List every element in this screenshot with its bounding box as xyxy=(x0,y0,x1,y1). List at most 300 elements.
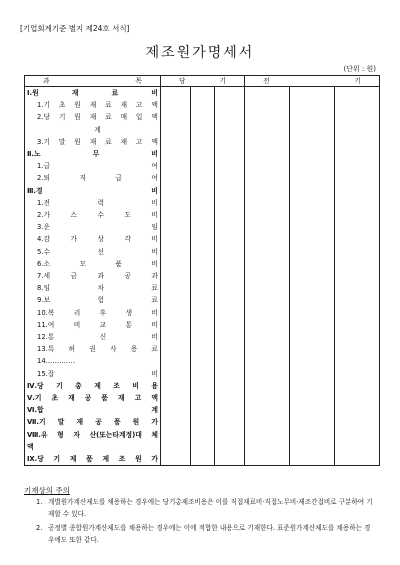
prior-period-cell[interactable] xyxy=(335,246,380,258)
prior-period-cell[interactable] xyxy=(335,172,380,184)
row-label-part: 11.여 xyxy=(37,320,55,329)
prior-period-cell[interactable] xyxy=(335,197,380,209)
current-period-cell[interactable] xyxy=(215,270,245,282)
table-row xyxy=(25,319,380,331)
current-period-cell[interactable] xyxy=(215,392,245,404)
prior-period-cell[interactable] xyxy=(290,246,335,258)
row-label-part: 스 xyxy=(70,211,78,220)
prior-period-cell[interactable] xyxy=(290,99,335,111)
current-period-cell[interactable] xyxy=(191,136,215,148)
prior-period-cell[interactable] xyxy=(245,307,290,319)
prior-period-cell[interactable] xyxy=(290,392,335,404)
current-period-cell[interactable] xyxy=(161,416,191,428)
current-period-cell[interactable] xyxy=(191,111,215,123)
current-period-cell[interactable] xyxy=(191,307,215,319)
row-label-part: 원 xyxy=(135,455,142,464)
row-label-part: 품 xyxy=(113,418,121,427)
table-row xyxy=(25,453,380,466)
prior-period-cell[interactable] xyxy=(245,404,290,416)
current-period-cell[interactable] xyxy=(191,453,215,466)
current-period-cell[interactable] xyxy=(161,124,191,136)
row-label xyxy=(25,233,160,245)
unit-label: (단위 : 원) xyxy=(343,65,376,73)
row-label-part: 비 xyxy=(151,308,158,317)
current-period-cell[interactable] xyxy=(161,233,191,245)
current-period-cell[interactable] xyxy=(191,172,215,184)
current-period-cell[interactable] xyxy=(215,441,245,453)
row-label xyxy=(25,185,160,197)
table-body xyxy=(25,76,380,466)
row-label-part: 비 xyxy=(151,211,158,220)
row-label-part: 무 xyxy=(92,150,100,159)
notes-title: 기재상의 주의 xyxy=(24,486,70,495)
current-period-cell[interactable] xyxy=(191,429,215,441)
row-label xyxy=(25,404,160,416)
current-period-cell[interactable] xyxy=(191,416,215,428)
prior-period-cell[interactable] xyxy=(245,270,290,282)
prior-period-cell[interactable] xyxy=(335,307,380,319)
current-period-cell[interactable] xyxy=(215,233,245,245)
prior-period-cell[interactable] xyxy=(335,331,380,343)
row-label-part: 기 xyxy=(58,113,66,122)
current-period-cell[interactable] xyxy=(215,99,245,111)
current-period-cell[interactable] xyxy=(215,111,245,123)
current-period-cell[interactable] xyxy=(161,160,191,172)
current-period-cell[interactable] xyxy=(191,282,215,294)
current-period-cell[interactable] xyxy=(161,185,191,197)
table-row xyxy=(25,416,380,428)
row-label-part: 산(또는타계정)대 xyxy=(89,430,142,439)
prior-period-cell[interactable] xyxy=(290,343,335,355)
row-label-part: 재 xyxy=(68,394,75,403)
row-label-part: 가 xyxy=(70,235,78,244)
row-label-part: 3.기 xyxy=(37,137,51,146)
row-label-part: 형 xyxy=(57,430,64,439)
current-period-cell[interactable] xyxy=(161,429,191,441)
row-label-part: 신 xyxy=(99,333,107,342)
row-label-part: 사 xyxy=(109,345,117,354)
row-label xyxy=(25,441,160,453)
table-row xyxy=(25,380,380,392)
row-label-cell xyxy=(25,416,161,428)
row-label-cell xyxy=(25,160,161,172)
row-label-part: 료 xyxy=(105,113,112,122)
row-label-part: 공 xyxy=(84,394,92,403)
prior-period-cell[interactable] xyxy=(245,197,290,209)
table-row xyxy=(25,197,380,209)
prior-period-cell[interactable] xyxy=(335,294,380,306)
current-period-cell[interactable] xyxy=(215,124,245,136)
current-period-cell[interactable] xyxy=(215,343,245,355)
prior-period-cell[interactable] xyxy=(245,221,290,233)
current-period-cell[interactable] xyxy=(191,392,215,404)
prior-period-cell[interactable] xyxy=(290,453,335,466)
current-period-cell[interactable] xyxy=(161,319,191,331)
prior-period-cell[interactable] xyxy=(245,185,290,197)
row-label-part: 비 xyxy=(151,89,158,97)
current-period-cell[interactable] xyxy=(191,331,215,343)
prior-period-cell[interactable] xyxy=(290,148,335,160)
current-period-cell[interactable] xyxy=(215,172,245,184)
row-label-part: 재 xyxy=(120,101,128,110)
row-label-part: 6.소 xyxy=(37,259,51,268)
prior-period-cell[interactable] xyxy=(290,355,335,367)
row-label-part: 재 xyxy=(76,418,84,427)
current-period-cell[interactable] xyxy=(191,368,215,380)
row-label-part: 허 xyxy=(68,345,76,354)
current-period-cell[interactable] xyxy=(191,380,215,392)
prior-period-cell[interactable] xyxy=(335,368,380,380)
prior-period-cell[interactable] xyxy=(245,355,290,367)
current-period-cell[interactable] xyxy=(161,270,191,282)
current-period-cell[interactable] xyxy=(191,233,215,245)
current-period-cell[interactable] xyxy=(161,404,191,416)
prior-period-cell[interactable] xyxy=(335,258,380,270)
table-row xyxy=(25,331,380,343)
current-period-cell[interactable] xyxy=(161,197,191,209)
current-period-cell[interactable] xyxy=(191,148,215,160)
row-label-part: 력 xyxy=(97,198,105,207)
current-period-cell[interactable] xyxy=(191,160,215,172)
prior-period-cell[interactable] xyxy=(335,233,380,245)
row-label-part: 액 xyxy=(151,101,158,110)
current-period-cell[interactable] xyxy=(215,319,245,331)
current-period-cell[interactable] xyxy=(191,319,215,331)
row-label-part: 료 xyxy=(105,137,112,146)
current-period-cell[interactable] xyxy=(215,404,245,416)
prior-period-cell[interactable] xyxy=(245,331,290,343)
note-number: 2. xyxy=(36,524,43,532)
prior-period-cell[interactable] xyxy=(290,441,335,453)
prior-period-cell[interactable] xyxy=(335,148,380,160)
row-label-part: 조 xyxy=(113,381,120,390)
row-label-part: 과 xyxy=(97,272,105,281)
header-current-part: 기 xyxy=(219,77,226,85)
row-label-part: 비 xyxy=(151,150,158,159)
prior-period-cell[interactable] xyxy=(290,380,335,392)
current-period-cell[interactable] xyxy=(191,294,215,306)
prior-period-cell[interactable] xyxy=(290,233,335,245)
prior-period-cell[interactable] xyxy=(290,416,335,428)
prior-period-cell[interactable] xyxy=(245,148,290,160)
prior-period-cell[interactable] xyxy=(290,368,335,380)
row-label xyxy=(25,258,160,270)
row-label-part: 계 xyxy=(94,125,101,134)
current-period-cell[interactable] xyxy=(191,355,215,367)
current-period-cell[interactable] xyxy=(161,282,191,294)
prior-period-cell[interactable] xyxy=(290,124,335,136)
current-period-cell[interactable] xyxy=(215,87,245,100)
prior-period-cell[interactable] xyxy=(335,221,380,233)
table-row xyxy=(25,343,380,355)
row-label-cell xyxy=(25,258,161,270)
prior-period-cell[interactable] xyxy=(335,319,380,331)
current-period-cell[interactable] xyxy=(161,87,191,100)
prior-period-cell[interactable] xyxy=(245,160,290,172)
row-label-cell xyxy=(25,453,161,466)
row-label-part: 고 xyxy=(135,101,143,110)
prior-period-cell[interactable] xyxy=(290,160,335,172)
prior-period-cell[interactable] xyxy=(245,258,290,270)
current-period-cell[interactable] xyxy=(191,197,215,209)
current-period-cell[interactable] xyxy=(161,148,191,160)
row-label-part: 수 xyxy=(97,211,105,220)
table-row xyxy=(25,87,380,100)
prior-period-cell[interactable] xyxy=(335,355,380,367)
prior-period-cell[interactable] xyxy=(290,258,335,270)
row-label-part: 입 xyxy=(135,113,143,122)
prior-period-cell[interactable] xyxy=(335,111,380,123)
prior-period-cell[interactable] xyxy=(290,319,335,331)
prior-period-cell[interactable] xyxy=(335,441,380,453)
row-label-cell xyxy=(25,185,161,197)
header-item-part: 목 xyxy=(135,77,142,85)
prior-period-cell[interactable] xyxy=(290,221,335,233)
row-label-part: 8.임 xyxy=(37,284,51,293)
table-row xyxy=(25,270,380,282)
prior-period-cell[interactable] xyxy=(335,416,380,428)
current-period-cell[interactable] xyxy=(215,355,245,367)
prior-period-cell[interactable] xyxy=(245,233,290,245)
row-label xyxy=(25,172,160,184)
page-title: 제조원가명세서 xyxy=(145,45,255,61)
row-label-part: 생 xyxy=(125,308,133,317)
current-period-cell[interactable] xyxy=(191,221,215,233)
prior-period-cell[interactable] xyxy=(335,136,380,148)
current-period-cell[interactable] xyxy=(215,221,245,233)
current-period-cell[interactable] xyxy=(161,355,191,367)
prior-period-cell[interactable] xyxy=(335,160,380,172)
row-label-part: 비 xyxy=(73,320,81,329)
current-period-cell[interactable] xyxy=(191,270,215,282)
current-period-cell[interactable] xyxy=(215,246,245,258)
current-period-cell[interactable] xyxy=(215,148,245,160)
current-period-cell[interactable] xyxy=(215,368,245,380)
row-label-part: Ⅴ.기 xyxy=(27,394,42,403)
row-label-part: 12.통 xyxy=(37,333,55,342)
prior-period-cell[interactable] xyxy=(245,416,290,428)
current-period-cell[interactable] xyxy=(161,343,191,355)
table-row xyxy=(25,355,380,367)
current-period-cell[interactable] xyxy=(191,99,215,111)
prior-period-cell[interactable] xyxy=(335,429,380,441)
current-period-cell[interactable] xyxy=(191,185,215,197)
row-label-part: 자 xyxy=(73,430,80,439)
prior-period-cell[interactable] xyxy=(335,124,380,136)
prior-period-cell[interactable] xyxy=(290,404,335,416)
current-period-cell[interactable] xyxy=(161,294,191,306)
prior-period-cell[interactable] xyxy=(290,197,335,209)
prior-period-cell[interactable] xyxy=(245,368,290,380)
prior-period-cell[interactable] xyxy=(245,392,290,404)
prior-period-cell[interactable] xyxy=(290,136,335,148)
prior-period-cell[interactable] xyxy=(290,185,335,197)
current-period-cell[interactable] xyxy=(215,197,245,209)
prior-period-cell[interactable] xyxy=(245,441,290,453)
row-label-part: 급 xyxy=(115,174,122,183)
prior-period-cell[interactable] xyxy=(290,307,335,319)
current-period-cell[interactable] xyxy=(161,246,191,258)
current-period-cell[interactable] xyxy=(215,429,245,441)
current-period-cell[interactable] xyxy=(161,441,191,453)
prior-period-cell[interactable] xyxy=(290,294,335,306)
table-row xyxy=(25,148,380,160)
table-row xyxy=(25,392,380,404)
row-label-part: 임 xyxy=(151,223,158,232)
row-label-part: 가 xyxy=(151,418,158,427)
prior-period-cell[interactable] xyxy=(245,172,290,184)
prior-period-cell[interactable] xyxy=(290,429,335,441)
table-row xyxy=(25,441,380,453)
current-period-cell[interactable] xyxy=(191,87,215,100)
row-label-part: 금 xyxy=(70,272,78,281)
prior-period-cell[interactable] xyxy=(245,87,290,100)
row-label xyxy=(25,160,160,172)
current-period-cell[interactable] xyxy=(161,331,191,343)
prior-period-cell[interactable] xyxy=(335,404,380,416)
row-label-part: 과 xyxy=(151,272,158,281)
prior-period-cell[interactable] xyxy=(245,282,290,294)
current-period-cell[interactable] xyxy=(161,209,191,221)
current-period-cell[interactable] xyxy=(191,343,215,355)
prior-period-cell[interactable] xyxy=(335,380,380,392)
current-period-cell[interactable] xyxy=(215,160,245,172)
row-label-cell xyxy=(25,209,161,221)
current-period-cell[interactable] xyxy=(215,136,245,148)
row-label-part: 9.보 xyxy=(37,296,51,305)
prior-period-cell[interactable] xyxy=(290,209,335,221)
current-period-cell[interactable] xyxy=(161,136,191,148)
row-label-part: 7.세 xyxy=(37,272,51,281)
row-label-cell xyxy=(25,148,161,160)
current-period-cell[interactable] xyxy=(215,282,245,294)
table-row xyxy=(25,111,380,123)
current-period-cell[interactable] xyxy=(161,111,191,123)
row-label-part: 2.당 xyxy=(37,113,51,122)
current-period-cell[interactable] xyxy=(215,453,245,466)
row-label-part: 비 xyxy=(151,198,158,207)
row-label xyxy=(25,392,160,404)
current-period-cell[interactable] xyxy=(191,441,215,453)
row-label-cell xyxy=(25,368,161,380)
prior-period-cell[interactable] xyxy=(245,99,290,111)
row-label-part: Ⅸ.당 xyxy=(27,455,44,464)
row-label-part: 교 xyxy=(99,320,107,329)
row-label-part: 비 xyxy=(151,235,158,244)
row-label-part: 공 xyxy=(124,272,132,281)
current-period-cell[interactable] xyxy=(215,209,245,221)
prior-period-cell[interactable] xyxy=(290,111,335,123)
current-period-cell[interactable] xyxy=(161,453,191,466)
row-label xyxy=(25,429,160,441)
row-label-part: 말 xyxy=(58,137,66,146)
row-label-part: Ⅲ.경 xyxy=(27,186,43,195)
prior-period-cell[interactable] xyxy=(245,246,290,258)
prior-period-cell[interactable] xyxy=(245,380,290,392)
prior-period-cell[interactable] xyxy=(290,87,335,100)
current-period-cell[interactable] xyxy=(161,368,191,380)
prior-period-cell[interactable] xyxy=(290,331,335,343)
prior-period-cell[interactable] xyxy=(335,99,380,111)
row-label-cell xyxy=(25,343,161,355)
current-period-cell[interactable] xyxy=(215,258,245,270)
prior-period-cell[interactable] xyxy=(335,453,380,466)
prior-period-cell[interactable] xyxy=(245,136,290,148)
row-label-part: 공 xyxy=(95,418,102,427)
current-period-cell[interactable] xyxy=(161,172,191,184)
current-period-cell[interactable] xyxy=(161,307,191,319)
prior-period-cell[interactable] xyxy=(245,319,290,331)
prior-period-cell[interactable] xyxy=(245,343,290,355)
row-label-part: 5.수 xyxy=(37,247,51,256)
current-period-cell[interactable] xyxy=(161,99,191,111)
prior-period-cell[interactable] xyxy=(290,282,335,294)
current-period-cell[interactable] xyxy=(191,404,215,416)
row-label-part: 기 xyxy=(56,381,63,390)
prior-period-cell[interactable] xyxy=(245,294,290,306)
row-label-part: 료 xyxy=(151,284,158,293)
row-label xyxy=(25,270,160,282)
current-period-cell[interactable] xyxy=(215,416,245,428)
row-label-part: 선 xyxy=(97,247,105,256)
table-row xyxy=(25,307,380,319)
row-label-part: 재 xyxy=(89,101,97,110)
prior-period-cell[interactable] xyxy=(335,209,380,221)
current-period-cell[interactable] xyxy=(215,185,245,197)
table-row xyxy=(25,258,380,270)
row-label-part: 제 xyxy=(102,455,110,464)
current-period-cell[interactable] xyxy=(191,124,215,136)
prior-period-cell[interactable] xyxy=(245,209,290,221)
current-period-cell[interactable] xyxy=(215,294,245,306)
prior-period-cell[interactable] xyxy=(245,124,290,136)
table-row xyxy=(25,209,380,221)
row-label xyxy=(25,221,160,233)
row-label-part: 15.잡 xyxy=(37,369,55,378)
row-label-part: 모 xyxy=(79,259,87,268)
prior-period-cell[interactable] xyxy=(335,87,380,100)
row-label xyxy=(25,124,160,136)
current-period-cell[interactable] xyxy=(215,331,245,343)
prior-period-cell[interactable] xyxy=(335,343,380,355)
current-period-cell[interactable] xyxy=(215,307,245,319)
current-period-cell[interactable] xyxy=(191,246,215,258)
current-period-cell[interactable] xyxy=(191,258,215,270)
current-period-cell[interactable] xyxy=(161,258,191,270)
prior-period-cell[interactable] xyxy=(290,270,335,282)
current-period-cell[interactable] xyxy=(161,380,191,392)
row-label-part: 원 xyxy=(74,101,81,110)
row-label-part: 액 xyxy=(151,113,158,122)
prior-period-cell[interactable] xyxy=(335,270,380,282)
prior-period-cell[interactable] xyxy=(245,111,290,123)
current-period-cell[interactable] xyxy=(161,221,191,233)
row-label-part: 재 xyxy=(71,89,79,97)
prior-period-cell[interactable] xyxy=(335,282,380,294)
current-period-cell[interactable] xyxy=(161,392,191,404)
current-period-cell[interactable] xyxy=(191,209,215,221)
row-label-part: 기 xyxy=(53,455,61,464)
prior-period-cell[interactable] xyxy=(290,172,335,184)
prior-period-cell[interactable] xyxy=(335,392,380,404)
row-label-part: 2.가 xyxy=(37,211,51,220)
row-label-cell xyxy=(25,429,161,441)
prior-period-cell[interactable] xyxy=(335,185,380,197)
prior-period-cell[interactable] xyxy=(245,429,290,441)
row-label-cell xyxy=(25,392,161,404)
prior-period-cell[interactable] xyxy=(245,453,290,466)
current-period-cell[interactable] xyxy=(215,380,245,392)
